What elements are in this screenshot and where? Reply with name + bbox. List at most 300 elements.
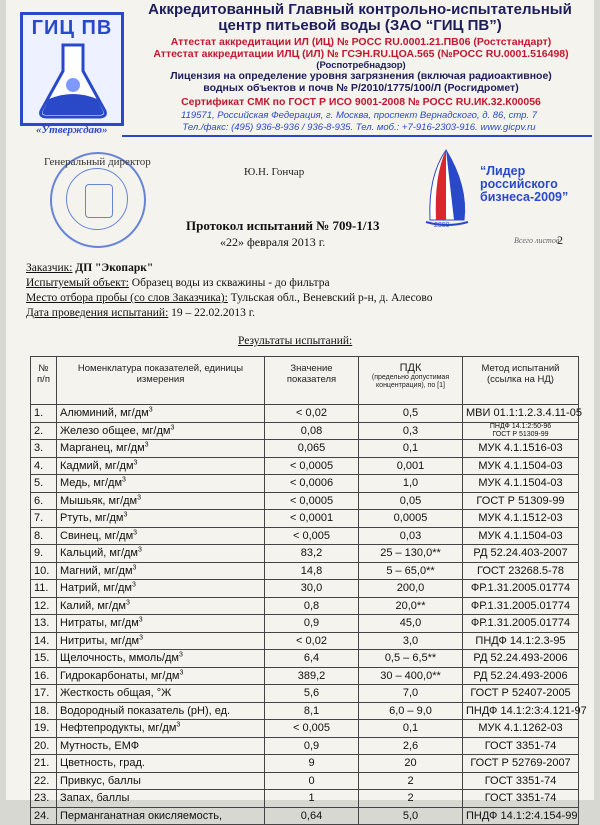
row-pdk (359, 650, 463, 668)
info-object (26, 277, 330, 289)
row-indicator-name (57, 405, 265, 423)
customer-label: Заказчик: (26, 262, 73, 274)
unit-superscript: 3 (133, 459, 138, 467)
row-method-text: ГОСТ 3351-74 (484, 792, 557, 805)
customer-value: ДП "Экопарк" (75, 262, 154, 274)
row-indicator-name (57, 562, 265, 580)
row-pdk-text: 0,03 (399, 529, 422, 542)
row-method (463, 405, 582, 423)
row-pdk (359, 562, 463, 580)
row-number-text: 24. (34, 809, 50, 822)
row-value (265, 615, 359, 633)
row-value (265, 545, 359, 563)
row-number-text: 7. (34, 512, 44, 525)
row-name-text: Водородный показатель (pH), ед. (60, 704, 231, 717)
row-pdk-text: 0,05 (399, 494, 422, 507)
row-value-text: 6,4 (303, 652, 320, 665)
row-number (31, 615, 57, 633)
row-number (31, 405, 57, 423)
row-number (31, 790, 57, 808)
object-value: Образец воды из скважины - до фильтра (131, 277, 330, 289)
row-number-text: 16. (34, 669, 50, 682)
row-value-text: 5,6 (303, 687, 320, 700)
row-number-text: 9. (34, 547, 44, 560)
row-value-text: 389,2 (297, 669, 326, 682)
row-name-text: Нитраты, мг/дм (60, 617, 139, 630)
table-body (31, 405, 587, 825)
row-number (31, 562, 57, 580)
row-pdk-text: 0,5 (402, 407, 419, 420)
row-method-text: ПНДФ 14.1:2:50-96 (489, 423, 552, 431)
row-pdk-text: 5,0 (402, 809, 419, 822)
row-name-text: Марганец, мг/дм (60, 442, 145, 455)
row-method-text: ГОСТ Р 52407-2005 (470, 687, 571, 700)
row-pdk-text: 6,0 – 9,0 (389, 704, 432, 717)
table-row (31, 702, 579, 720)
row-indicator-name (57, 667, 265, 685)
director-name: Ю.Н. Гончар (244, 166, 305, 178)
row-value-text: 83,2 (300, 547, 323, 560)
company-logo (20, 12, 124, 126)
row-method (463, 422, 579, 440)
row-number-text: 17. (34, 687, 50, 700)
table-row (31, 685, 579, 703)
row-name-text: Медь, мг/дм (60, 477, 123, 490)
row-pdk (359, 720, 463, 738)
row-method (463, 457, 579, 475)
row-value-text: 8,1 (303, 704, 320, 717)
row-number (31, 755, 57, 773)
row-pdk (359, 632, 463, 650)
row-indicator-name (57, 492, 265, 510)
row-number (31, 702, 57, 720)
row-method (463, 720, 579, 738)
row-value (265, 492, 359, 510)
row-method-text: ГОСТ Р 51309-99 (476, 494, 565, 507)
row-indicator-name (57, 755, 265, 773)
table-row (31, 457, 579, 475)
row-pdk (359, 597, 463, 615)
table-row (31, 772, 579, 790)
row-method (463, 632, 579, 650)
row-number (31, 422, 57, 440)
row-method-text: ГОСТ 23268.5-78 (477, 564, 564, 577)
row-number (31, 580, 57, 598)
table-row (31, 807, 579, 825)
row-method (463, 510, 579, 528)
table-row (31, 632, 579, 650)
row-pdk (359, 440, 463, 458)
sheets-count: 2 (557, 233, 563, 247)
row-number (31, 527, 57, 545)
row-name-text: Натрий, мг/дм (60, 582, 132, 595)
row-number (31, 597, 57, 615)
row-name-text: Нефтепродукты, мг/дм (60, 722, 177, 735)
row-value (265, 772, 359, 790)
license-line-2: водных объектов и почв № Р/2010/1775/100/Л (Росгидромет) (203, 82, 519, 94)
info-place (26, 292, 433, 304)
row-value (265, 580, 359, 598)
row-pdk-text: 200,0 (396, 582, 425, 595)
row-pdk-text: 2 (407, 774, 414, 787)
row-indicator-name (57, 422, 265, 440)
row-pdk-text: 30 – 400,0** (380, 669, 441, 682)
row-indicator-name (57, 527, 265, 545)
row-name-text: Мутность, ЕМФ (60, 739, 140, 752)
row-method (463, 755, 579, 773)
row-number-text: 15. (34, 652, 50, 665)
row-number (31, 685, 57, 703)
row-value (265, 807, 359, 825)
row-pdk (359, 737, 463, 755)
contacts: Тел./факс: (495) 936-8-936 / 936-8-935. Тел. моб.: +7-916-2303-916. www.gicpv.ru (182, 122, 536, 133)
header-pdk (359, 357, 463, 405)
row-value (265, 597, 359, 615)
leader-year: 2009 (434, 222, 450, 229)
row-value (265, 685, 359, 703)
row-method (463, 580, 579, 598)
row-method (463, 597, 579, 615)
document-page (6, 0, 594, 822)
unit-superscript: 3 (179, 669, 184, 677)
row-number-text: 3. (34, 442, 44, 455)
sheets-label: Всего листов (514, 236, 560, 245)
row-pdk-text: 0,3 (402, 424, 419, 437)
row-value-text: < 0,02 (296, 407, 327, 420)
row-value (265, 475, 359, 493)
row-pdk (359, 615, 463, 633)
row-pdk (359, 807, 463, 825)
row-pdk (359, 545, 463, 563)
row-pdk-text: 45,0 (399, 617, 422, 630)
row-pdk (359, 510, 463, 528)
info-dates (26, 307, 255, 319)
row-value (265, 667, 359, 685)
row-value-text: < 0,0005 (289, 459, 334, 472)
row-method (463, 615, 579, 633)
row-number-text: 22. (34, 774, 50, 787)
row-indicator-name (57, 580, 265, 598)
row-number-text: 2. (34, 424, 44, 437)
row-indicator-name (57, 737, 265, 755)
row-method-text: РД 52.24.493-2006 (473, 652, 568, 665)
row-method-text: МУК 4.1.1512-03 (478, 512, 563, 525)
row-value (265, 457, 359, 475)
row-number (31, 807, 57, 825)
unit-superscript: 3 (176, 721, 181, 729)
row-name-text: Мышьяк, мг/дм (60, 494, 138, 507)
row-method-text: МУК 4.1.1504-03 (478, 477, 563, 490)
accreditation-1: Аттестат аккредитации ИЛ (ИЦ) № РОСС RU.0001.21.ПВ06 (Ростстандарт) (170, 36, 552, 48)
unit-superscript: 3 (132, 581, 136, 589)
smk-certificate: Сертификат СМК по ГОСТ Р ИСО 9001-2008 № РОСС RU.ИК.32.К00056 (181, 96, 541, 108)
row-name-text: Жесткость общая, °Ж (60, 687, 172, 700)
address: 119571, Российская Федерация, г. Москва, проспект Вернадского, д. 86, стр. 7 (181, 110, 537, 121)
row-method-text: ГОСТ 3351-74 (484, 739, 557, 752)
row-method (463, 702, 587, 720)
row-pdk-text: 1,0 (402, 477, 419, 490)
unit-superscript: 3 (123, 511, 128, 519)
leader-line-2: российского (480, 177, 558, 191)
row-method-text: МВИ 01.1:1.2.3.4.11-05 (466, 407, 582, 420)
row-number-text: 23. (34, 792, 50, 805)
row-value (265, 632, 359, 650)
table-row (31, 510, 579, 528)
row-method (463, 737, 579, 755)
row-pdk (359, 492, 463, 510)
row-value-text: < 0,0006 (289, 477, 334, 490)
row-indicator-name (57, 615, 265, 633)
row-number-text: 18. (34, 704, 50, 717)
row-method-text: РД 52.24.493-2006 (473, 669, 568, 682)
header-divider (122, 135, 592, 137)
row-pdk-text: 0,001 (396, 459, 425, 472)
director-label: Генеральный директор (44, 156, 151, 168)
row-pdk-text: 20 (404, 757, 417, 770)
row-value-text: 0,9 (303, 617, 320, 630)
unit-superscript: 3 (178, 651, 183, 659)
row-name-text: Кадмий, мг/дм (60, 459, 134, 472)
header-name: Номенклатура показателей, единицы измерения (57, 357, 265, 405)
row-name-text: Ртуть, мг/дм (60, 512, 124, 525)
row-value (265, 790, 359, 808)
row-indicator-name (57, 702, 265, 720)
row-number (31, 772, 57, 790)
row-number-text: 12. (34, 599, 50, 612)
stamp-emblem (85, 184, 113, 218)
logo-text: ГИЦ ПВ (31, 17, 113, 39)
row-value-text: 0,9 (303, 739, 320, 752)
row-method (463, 440, 579, 458)
row-pdk (359, 772, 463, 790)
row-method (463, 562, 579, 580)
row-pdk (359, 790, 463, 808)
row-method-text: МУК 4.1.1262-03 (478, 722, 563, 735)
row-pdk-text: 0,1 (402, 442, 419, 455)
table-row (31, 615, 579, 633)
table-row (31, 790, 579, 808)
info-customer (26, 262, 153, 274)
row-pdk-text: 2,6 (402, 739, 419, 752)
row-method-text: МУК 4.1.1504-03 (478, 459, 563, 472)
row-method (463, 667, 579, 685)
row-method (463, 492, 579, 510)
row-method-text: ПНДФ 14.1:2:3:4.121-97 (466, 704, 587, 717)
row-number-text: 13. (34, 617, 50, 630)
row-number-text: 11. (34, 582, 49, 595)
row-number-text: 1. (34, 407, 44, 420)
table-header-row (31, 357, 579, 405)
row-value (265, 405, 359, 423)
row-method-text: ПНДФ 14.1:2.3-95 (475, 634, 566, 647)
row-indicator-name (57, 457, 265, 475)
org-title (132, 2, 588, 34)
leader-line-1: “Лидер (480, 164, 526, 178)
header-method: Метод испытаний (ссылка на НД) (463, 357, 579, 405)
row-value (265, 737, 359, 755)
approve-label: «Утверждаю» (36, 124, 108, 136)
header-value: Значение показателя (265, 357, 359, 405)
row-pdk (359, 422, 463, 440)
row-value (265, 440, 359, 458)
unit-superscript: 3 (144, 441, 149, 449)
table-row (31, 755, 579, 773)
row-name-text: Свинец, мг/дм (60, 529, 134, 542)
row-pdk (359, 527, 463, 545)
row-pdk (359, 405, 463, 423)
row-name-text: Цветность, град. (60, 757, 145, 770)
results-table (30, 356, 587, 825)
row-number (31, 510, 57, 528)
dates-label: Дата проведения испытаний: (26, 307, 169, 319)
leader-line-3: бизнеса-2009” (480, 190, 569, 204)
results-title: Результаты испытаний: (238, 335, 353, 347)
unit-superscript: 3 (138, 546, 142, 554)
table-row (31, 667, 579, 685)
row-indicator-name (57, 720, 265, 738)
unit-superscript: 3 (139, 634, 143, 642)
row-name-text: Нитриты, мг/дм (60, 634, 140, 647)
row-number (31, 492, 57, 510)
row-pdk-text: 5 – 65,0** (386, 564, 435, 577)
table-row (31, 475, 579, 493)
row-pdk-text: 20,0** (395, 599, 426, 612)
row-number (31, 667, 57, 685)
row-method-text: ФР.1.31.2005.01774 (470, 617, 571, 630)
row-method (463, 545, 579, 563)
table-row (31, 562, 579, 580)
row-name-text: Запах, баллы (60, 792, 130, 805)
accreditation-2-note: (Роспотребнадзор) (316, 60, 406, 71)
row-indicator-name (57, 475, 265, 493)
row-value-text: 30,0 (300, 582, 323, 595)
table-row (31, 492, 579, 510)
header-pdk-title: ПДК (399, 362, 422, 374)
row-name-text: Гидрокарбонаты, мг/дм (60, 669, 180, 682)
row-indicator-name (57, 632, 265, 650)
row-method-text: РД 52.24.403-2007 (473, 547, 568, 560)
row-value (265, 720, 359, 738)
row-pdk (359, 457, 463, 475)
row-method (463, 475, 579, 493)
row-pdk (359, 685, 463, 703)
row-number (31, 650, 57, 668)
row-value-text: 0,08 (300, 424, 323, 437)
row-number (31, 720, 57, 738)
row-value (265, 755, 359, 773)
row-indicator-name (57, 772, 265, 790)
row-value-text: 9 (308, 757, 315, 770)
row-method (463, 807, 579, 825)
row-number-text: 4. (34, 459, 44, 472)
row-value-text: 0,065 (297, 442, 326, 455)
unit-superscript: 3 (137, 494, 142, 502)
unit-superscript: 3 (148, 406, 153, 414)
row-method (463, 790, 579, 808)
row-number (31, 457, 57, 475)
row-method (463, 650, 579, 668)
row-pdk-text: 0,1 (402, 722, 419, 735)
table-row (31, 737, 579, 755)
table-row (31, 422, 579, 440)
row-value (265, 650, 359, 668)
table-row (31, 597, 579, 615)
row-number-text: 10. (34, 564, 50, 577)
row-method-text: ПНДФ 14.1:2:4.154-99 (466, 809, 578, 822)
row-value-text: < 0,0005 (289, 494, 334, 507)
row-name-text: Железо общее, мг/дм (60, 424, 171, 437)
object-label: Испытуемый объект: (26, 277, 129, 289)
row-number (31, 440, 57, 458)
row-method (463, 685, 579, 703)
row-value (265, 510, 359, 528)
leader-award-text (480, 165, 568, 204)
row-value (265, 422, 359, 440)
row-indicator-name (57, 597, 265, 615)
row-name-text: Калий, мг/дм (60, 599, 126, 612)
header-num: № п/п (31, 357, 57, 405)
protocol-date: «22» февраля 2013 г. (220, 235, 326, 249)
row-name-text: Щелочность, ммоль/дм (60, 652, 179, 665)
unit-superscript: 3 (125, 599, 130, 607)
row-method (463, 527, 579, 545)
row-method-text: МУК 4.1.1504-03 (478, 529, 563, 542)
row-indicator-name (57, 807, 265, 825)
row-name-text: Магний, мг/дм (60, 564, 133, 577)
accreditation-2: Аттестат аккредитации ИЛЦ (ИЛ) № ГСЭН.RU.ЦОА.565 (№РОСС RU.0001.516498) (153, 48, 569, 60)
unit-superscript: 3 (132, 564, 137, 572)
place-label: Место отбора пробы (со слов Заказчика): (26, 292, 228, 304)
row-pdk (359, 755, 463, 773)
row-indicator-name (57, 650, 265, 668)
table-row (31, 650, 579, 668)
row-indicator-name (57, 685, 265, 703)
table-row (31, 580, 579, 598)
row-number-text: 14. (34, 634, 50, 647)
unit-superscript: 3 (122, 476, 126, 484)
row-pdk-text: 7,0 (402, 687, 419, 700)
row-number-text: 8. (34, 529, 44, 542)
place-value: Тульская обл., Веневский р-н, д. Алесово (230, 292, 433, 304)
row-number-text: 20. (34, 739, 50, 752)
row-number (31, 632, 57, 650)
row-value-text: < 0,0001 (289, 512, 334, 525)
unit-superscript: 3 (138, 616, 143, 624)
row-method-text: МУК 4.1.1516-03 (478, 442, 563, 455)
unit-superscript: 3 (170, 424, 175, 432)
flask-icon (33, 41, 113, 121)
row-number-text: 5. (34, 477, 44, 490)
row-value-text: 14,8 (300, 564, 323, 577)
row-method (463, 772, 579, 790)
row-value-text: 0,64 (300, 809, 323, 822)
row-number (31, 545, 57, 563)
row-value-text: < 0,005 (292, 529, 330, 542)
row-pdk (359, 667, 463, 685)
row-indicator-name (57, 545, 265, 563)
row-value-text: 0 (308, 774, 315, 787)
row-method-text: ГОСТ Р 52769-2007 (470, 757, 571, 770)
row-value-text: < 0,005 (292, 722, 330, 735)
row-value-text: < 0,02 (296, 634, 327, 647)
row-pdk (359, 702, 463, 720)
license-line-1: Лицензия на определение уровня загрязнения (включая радиоактивное) (170, 70, 552, 82)
row-method-text: ФР.1.31.2005.01774 (470, 599, 571, 612)
row-indicator-name (57, 440, 265, 458)
row-value-text: 0,8 (303, 599, 320, 612)
row-value-text: 1 (308, 792, 315, 805)
sail-logo-icon (416, 146, 478, 226)
